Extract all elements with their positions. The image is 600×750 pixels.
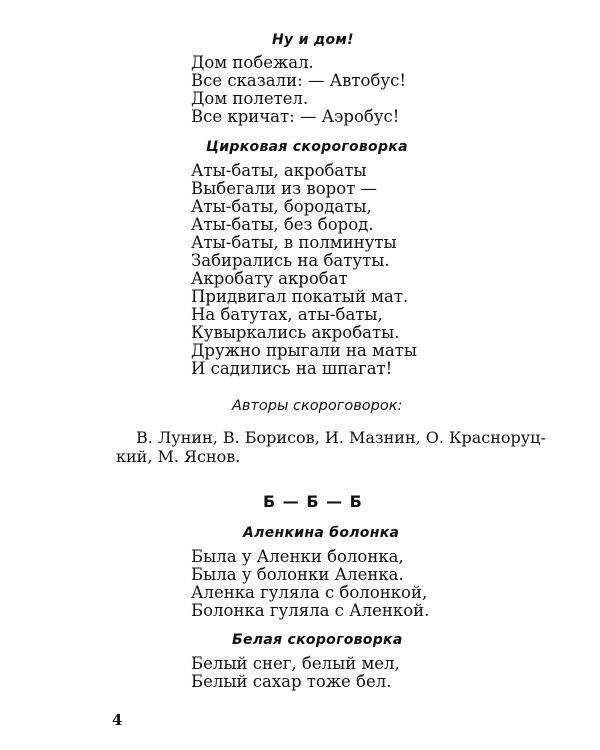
poem-line: Дружно прыгали на маты [191,341,417,360]
authors-line: В. Лунин, В. Борисов, И. Мазнин, О. Красноруц- [136,428,546,447]
poem-line: Аленка гуляла с болонкой, [191,583,428,602]
authors-caption: Авторы скороговорок: [232,398,403,414]
poem-belaya [191,655,400,691]
poem-line: Болонка гуляла с Аленкой. [191,601,430,620]
poem-nu-i-dom [191,54,406,126]
poem-title-nu-i-dom: Ну и дом! [272,32,354,48]
poem-line: Дом побежал. [191,53,314,72]
poem-line: Аты-баты, в полминуты [191,233,397,252]
poem-alenkina-bolonka [191,548,429,620]
authors-list [116,428,546,466]
poem-line: И садились на шпагат! [191,359,393,378]
poem-line: Кувыркались акробаты. [191,323,400,342]
poem-line: На батутах, аты-баты, [191,305,383,324]
poem-line: Была у Аленки болонка, [191,547,404,566]
authors-line: кий, М. Яснов. [116,447,241,466]
poem-tsirkovaya [191,162,417,378]
page-number: 4 [112,711,123,729]
poem-line: Была у болонки Аленка. [191,565,404,584]
poem-line: Дом полетел. [191,89,309,108]
poem-title-tsirkovaya: Цирковая скороговорка [206,139,408,155]
poem-line: Придвигал покатый мат. [191,287,409,306]
section-heading: Б — Б — Б [263,492,363,511]
poem-line: Аты-баты, акробаты [191,161,367,180]
poem-line: Все кричат: — Аэробус! [191,107,400,126]
poem-line: Акробату акробат [191,269,348,288]
poem-title-alenkina-bolonka: Аленкина болонка [243,525,400,541]
poem-line: Белый сахар тоже бел. [191,672,392,691]
poem-line: Выбегали из ворот — [191,179,377,198]
poem-line: Забирались на батуты. [191,251,390,270]
poem-line: Аты-баты, бородаты, [191,197,372,216]
poem-line: Аты-баты, без бород. [191,215,374,234]
poem-title-belaya: Белая скороговорка [232,632,403,648]
poem-line: Белый снег, белый мел, [191,654,400,673]
poem-line: Все сказали: — Автобус! [191,71,406,90]
